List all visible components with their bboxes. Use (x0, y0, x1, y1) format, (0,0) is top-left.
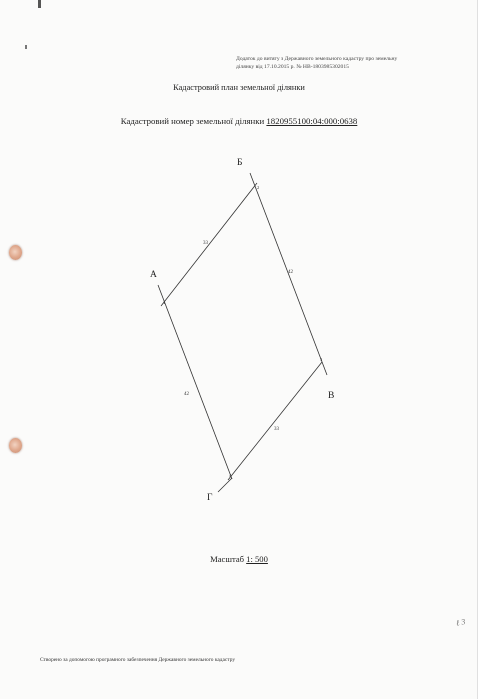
corner-handwritten-mark: ℓ 3 (455, 617, 467, 628)
vertex-letter-b: Б (237, 158, 243, 168)
vertex-index-2: 2 (257, 185, 260, 190)
side-3-4-line (228, 362, 322, 480)
vertex-letter-v: В (328, 391, 335, 401)
vertex-index-3: 3 (320, 357, 323, 362)
side-length-2-3: 42 (288, 270, 293, 275)
side-1-2-line (161, 183, 260, 306)
cadastral-number-label: Кадастровий номер земельної ділянки (120, 116, 265, 126)
footer-note: Створено за допомогою програмного забезпечення Державного земельного кадастру (40, 657, 236, 663)
vertex-index-4: 4 (229, 473, 232, 478)
scale-row (0, 554, 478, 564)
scale-value: 1: 500 (246, 554, 268, 564)
vertex-letter-a: А (150, 270, 157, 280)
scale-label: Масштаб (210, 554, 245, 564)
side-length-3-4: 33 (274, 427, 279, 432)
side-length-4-1: 42 (184, 392, 189, 397)
vertex-index-1: 1 (163, 300, 166, 305)
header-note: Додаток до витягу з Державного земельного кадастру про земельну ділянку від 17.10.2015 р. № НВ-1803985302015 (236, 56, 398, 70)
side-length-1-2: 33 (203, 241, 208, 246)
side-4-1-line (158, 285, 232, 479)
vertex-letter-g: Г (207, 493, 213, 503)
side-4-tail-line (218, 478, 232, 492)
document-title: Кадастровий план земельної ділянки (173, 83, 305, 92)
cadastral-number-value: 1820955100:04:000:0638 (266, 116, 358, 126)
